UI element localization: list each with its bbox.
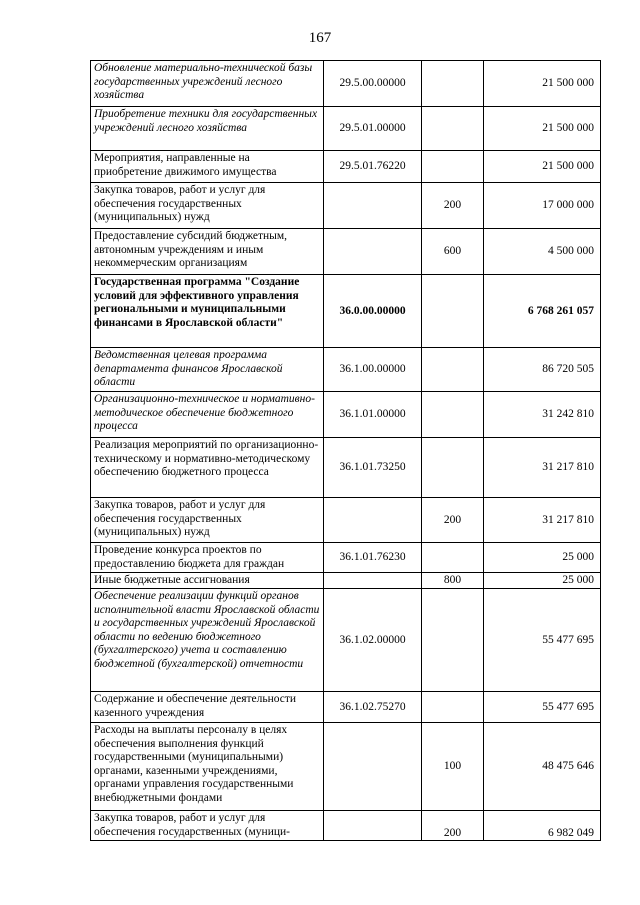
row-amount-cell: 48 475 646: [484, 723, 601, 811]
budget-row: [91, 498, 601, 543]
budget-row: [91, 438, 601, 498]
row-amount-cell: 86 720 505: [484, 348, 601, 392]
row-expense-type-cell: [422, 438, 484, 498]
budget-table: [90, 60, 601, 841]
row-name-cell: Обеспечение реализации функций органов исполнительной власти Ярославской области и государственных учреждений Ярославской области по ведению бюджетного (бухгалтерского) учета и составлению бюджетной (бухгалтерской) отчетности: [91, 589, 324, 692]
row-code-cell: 29.5.01.76220: [324, 151, 422, 183]
row-amount-cell: 21 500 000: [484, 151, 601, 183]
row-expense-type-cell: [422, 589, 484, 692]
row-code-cell: [324, 723, 422, 811]
row-amount-cell: 55 477 695: [484, 692, 601, 723]
row-expense-type-cell: [422, 348, 484, 392]
row-code-cell: 29.5.01.00000: [324, 107, 422, 151]
row-name-cell: Ведомственная целевая программа департамента финансов Ярославской области: [91, 348, 324, 392]
row-expense-type-cell: 200: [422, 498, 484, 543]
row-name-cell: Иные бюджетные ассигнования: [91, 573, 324, 589]
row-name-cell: Закупка товаров, работ и услуг для обеспечения государственных (муниципальных) нужд: [91, 183, 324, 229]
row-code-cell: 36.1.02.75270: [324, 692, 422, 723]
row-name-cell: Организационно-техническое и нормативно-методическое обеспечение бюджетного процесса: [91, 392, 324, 438]
row-amount-cell: 31 217 810: [484, 498, 601, 543]
budget-row: [91, 692, 601, 723]
row-code-cell: [324, 573, 422, 589]
row-amount-cell: 25 000: [484, 543, 601, 573]
row-code-cell: 36.1.01.00000: [324, 392, 422, 438]
row-name-cell: Государственная программа "Создание условий для эффективного управления региональными и муниципальными финансами в Ярославской области": [91, 275, 324, 348]
row-expense-type-cell: 100: [422, 723, 484, 811]
row-code-cell: 36.1.00.00000: [324, 348, 422, 392]
page-number: 167: [308, 30, 332, 46]
row-code-cell: 36.1.01.73250: [324, 438, 422, 498]
row-amount-cell: 25 000: [484, 573, 601, 589]
row-expense-type-cell: 600: [422, 229, 484, 275]
budget-row: [91, 348, 601, 392]
row-code-cell: [324, 183, 422, 229]
row-name-cell: Обновление материально-технической базы государственных учреждений лесного хозяйства: [91, 61, 324, 107]
budget-row: [91, 151, 601, 183]
budget-table-body: [91, 61, 601, 841]
row-amount-cell: 6 768 261 057: [484, 275, 601, 348]
budget-row: [91, 543, 601, 573]
row-amount-cell: 21 500 000: [484, 107, 601, 151]
row-expense-type-cell: [422, 543, 484, 573]
row-name-cell: Проведение конкурса проектов по предоставлению бюджета для граждан: [91, 543, 324, 573]
row-expense-type-cell: 200: [422, 811, 484, 841]
row-amount-cell: 31 242 810: [484, 392, 601, 438]
row-expense-type-cell: [422, 151, 484, 183]
row-code-cell: 36.0.00.00000: [324, 275, 422, 348]
row-code-cell: 36.1.02.00000: [324, 589, 422, 692]
row-amount-cell: 4 500 000: [484, 229, 601, 275]
row-name-cell: Расходы на выплаты персоналу в целях обеспечения выполнения функций государственными (муниципальными) органами, казенными учреждениями, органами управления государственными внебюджетными фондами: [91, 723, 324, 811]
row-expense-type-cell: 800: [422, 573, 484, 589]
row-expense-type-cell: [422, 692, 484, 723]
budget-row: [91, 107, 601, 151]
row-name-cell: Предоставление субсидий бюджетным, автономным учреждениям и иным некоммерческим организациям: [91, 229, 324, 275]
row-expense-type-cell: 200: [422, 183, 484, 229]
budget-row: [91, 392, 601, 438]
row-name-cell: Содержание и обеспечение деятельности казенного учреждения: [91, 692, 324, 723]
row-expense-type-cell: [422, 61, 484, 107]
budget-row: [91, 573, 601, 589]
row-expense-type-cell: [422, 107, 484, 151]
budget-row: [91, 811, 601, 841]
row-amount-cell: 55 477 695: [484, 589, 601, 692]
row-amount-cell: 31 217 810: [484, 438, 601, 498]
row-expense-type-cell: [422, 275, 484, 348]
row-amount-cell: 17 000 000: [484, 183, 601, 229]
row-code-cell: [324, 811, 422, 841]
row-code-cell: [324, 498, 422, 543]
row-name-cell: Закупка товаров, работ и услуг для обеспечения государственных (муници-: [91, 811, 324, 841]
row-expense-type-cell: [422, 392, 484, 438]
budget-row: [91, 275, 601, 348]
row-name-cell: Мероприятия, направленные на приобретение движимого имущества: [91, 151, 324, 183]
budget-row: [91, 183, 601, 229]
row-name-cell: Реализация мероприятий по организационно-техническому и нормативно-методическому обеспечению бюджетного процесса: [91, 438, 324, 498]
row-code-cell: [324, 229, 422, 275]
row-amount-cell: 6 982 049: [484, 811, 601, 841]
row-amount-cell: 21 500 000: [484, 61, 601, 107]
row-code-cell: 29.5.00.00000: [324, 61, 422, 107]
budget-row: [91, 229, 601, 275]
row-name-cell: Закупка товаров, работ и услуг для обеспечения государственных (муниципальных) нужд: [91, 498, 324, 543]
budget-row: [91, 589, 601, 692]
row-code-cell: 36.1.01.76230: [324, 543, 422, 573]
budget-row: [91, 723, 601, 811]
row-name-cell: Приобретение техники для государственных учреждений лесного хозяйства: [91, 107, 324, 151]
budget-row: [91, 61, 601, 107]
